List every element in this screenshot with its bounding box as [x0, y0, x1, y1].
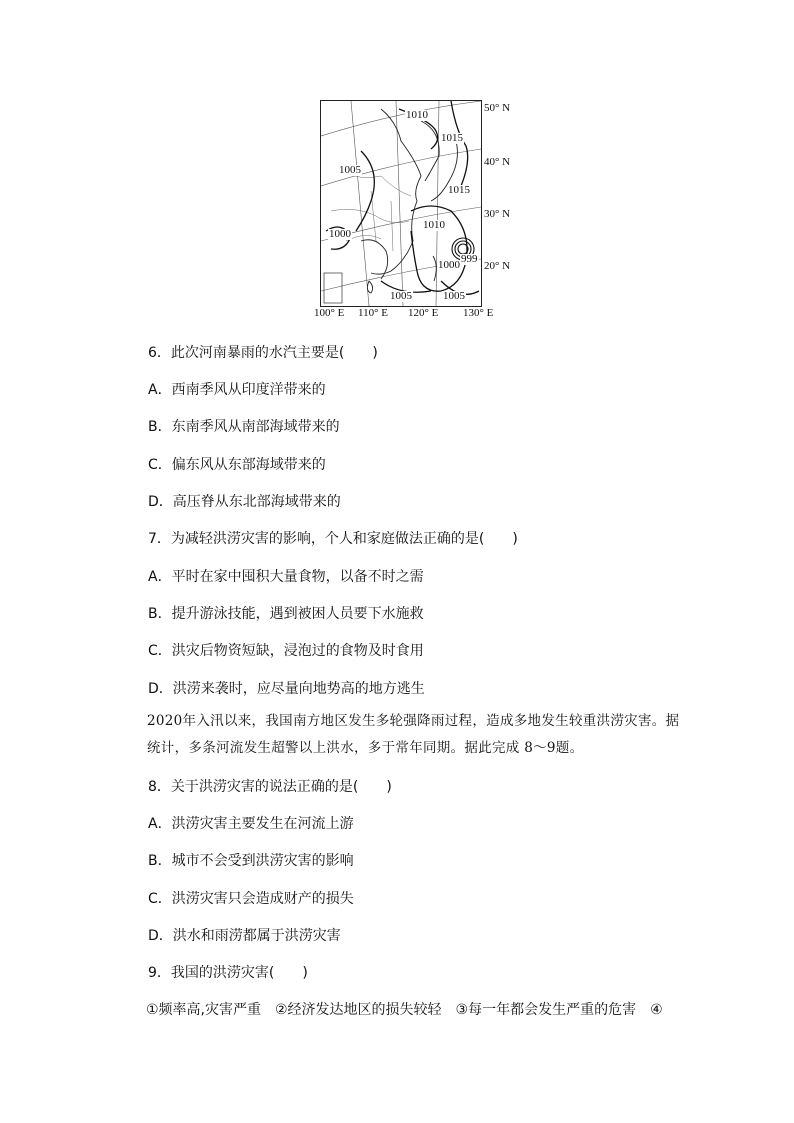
- isobar-label: 1000: [438, 259, 460, 271]
- longitude-label: 110° E: [358, 307, 388, 319]
- isobar-label: 1005: [390, 290, 412, 302]
- answer-option: D．洪涝来袭时，应尽量向地势高的地方逃生: [148, 681, 425, 697]
- answer-option: C．洪涝灾害只会造成财产的损失: [148, 891, 354, 907]
- question-stem: 6．此次河南暴雨的水汽主要是( ): [148, 345, 378, 361]
- answer-option: C．洪灾后物资短缺，浸泡过的食物及时食用: [148, 643, 424, 659]
- answer-option: B．东南季风从南部海域带来的: [148, 419, 340, 435]
- answer-option: A．平时在家中囤积大量食物，以备不时之需: [148, 569, 424, 585]
- question-stem: 8．关于洪涝灾害的说法正确的是( ): [148, 779, 392, 795]
- question-stem: 9．我国的洪涝灾害( ): [148, 965, 308, 981]
- isobar-label: 999: [461, 253, 478, 265]
- isobar-label: 1015: [448, 184, 470, 196]
- isobar-label: 1010: [423, 219, 445, 231]
- statement-items: ①频率高,灾害严重 ②经济发达地区的损失较轻 ③每一年都会发生严重的危害 ④: [146, 1002, 663, 1018]
- isobar-label: 1005: [339, 164, 361, 176]
- answer-option: A．洪涝灾害主要发生在河流上游: [148, 816, 354, 832]
- isobar-label: 1000: [329, 228, 351, 240]
- answer-option: A．西南季风从印度洋带来的: [148, 382, 326, 398]
- isobar-label: 1005: [443, 290, 465, 302]
- answer-option: C．偏东风从东部海域带来的: [148, 457, 326, 473]
- answer-option: D．洪水和雨涝都属于洪涝灾害: [148, 928, 341, 944]
- reading-passage: 2020年入汛以来，我国南方地区发生多轮强降雨过程，造成多地发生较重洪涝灾害。据统计，多条河流发生超警以上洪水，多于常年同期。据此完成 8～9题。: [147, 713, 680, 756]
- isobar-label: 1015: [441, 132, 463, 144]
- question-stem: 7．为减轻洪涝灾害的影响，个人和家庭做法正确的是( ): [148, 531, 518, 547]
- latitude-label: 50° N: [484, 102, 511, 114]
- answer-option: D．高压脊从东北部海域带来的: [148, 494, 341, 510]
- answer-option: B．提升游泳技能，遇到被困人员要下水施救: [148, 606, 424, 622]
- latitude-label: 40° N: [484, 156, 511, 168]
- longitude-label: 100° E: [314, 307, 345, 319]
- latitude-label: 20° N: [484, 260, 511, 272]
- isobar-label: 1010: [406, 109, 428, 121]
- longitude-label: 130° E: [463, 307, 494, 319]
- latitude-label: 30° N: [484, 208, 511, 220]
- longitude-label: 120° E: [408, 307, 439, 319]
- answer-option: B．城市不会受到洪涝灾害的影响: [148, 853, 354, 869]
